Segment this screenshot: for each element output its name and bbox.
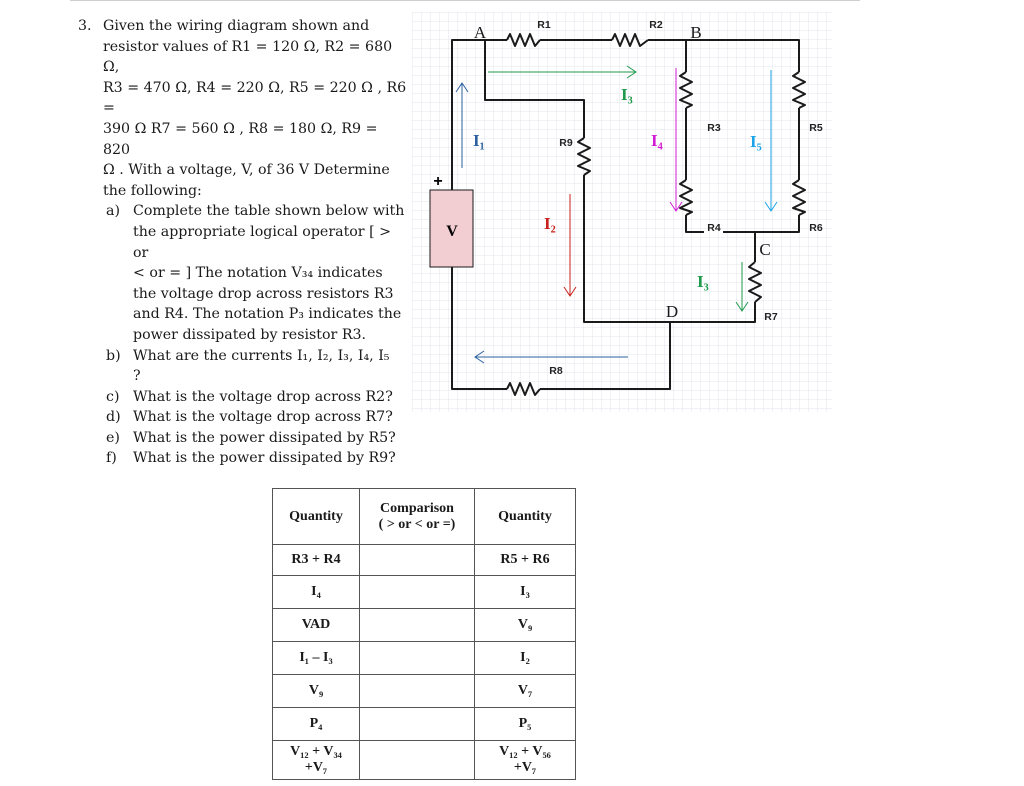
table-row — [273, 642, 576, 675]
problem-statement — [78, 16, 408, 469]
right-quantity: V₉ — [475, 609, 576, 642]
table-row — [273, 609, 576, 642]
part-tag: b) — [106, 347, 121, 364]
comparison-cell[interactable] — [360, 708, 475, 741]
intro-line: 390 Ω R7 = 560 Ω , R8 = 180 Ω, R9 = 820 — [103, 120, 378, 158]
r5-label: R5 — [809, 122, 823, 134]
question-intro — [103, 16, 408, 201]
part-tag: f) — [106, 450, 117, 467]
part-a — [78, 201, 408, 345]
i3-bottom-label: I₃ — [697, 272, 709, 291]
header-comparison — [360, 489, 475, 545]
node-a-label: A — [473, 23, 487, 42]
part-tag: c) — [106, 388, 120, 405]
plus-terminal-label: + — [433, 173, 443, 190]
r7-label: R7 — [764, 311, 778, 323]
intro-line: R3 = 470 Ω, R4 = 220 Ω, R5 = 220 Ω , R6 = — [103, 79, 407, 117]
comparison-cell[interactable] — [360, 545, 475, 576]
part-c — [78, 387, 408, 408]
table-row — [273, 708, 576, 741]
table-row — [273, 545, 576, 576]
part-f — [78, 448, 408, 469]
table-row — [273, 675, 576, 708]
header-comparison-line1: Comparison — [380, 500, 454, 516]
header-quantity-left: Quantity — [273, 489, 360, 545]
r3-label: R3 — [707, 122, 721, 134]
comparison-cell[interactable] — [360, 675, 475, 708]
intro-line: resistor values of R1 = 120 Ω, R2 = 680 Ω, — [103, 38, 393, 76]
left-quantity: R3 + R4 — [273, 545, 360, 576]
comparison-cell[interactable] — [360, 741, 475, 780]
intro-line: Ω . With a voltage, V, of 36 V Determine — [103, 162, 390, 179]
part-line: the appropriate logical operator [ > or — [133, 223, 392, 261]
table-row — [273, 576, 576, 609]
header-quantity-right: Quantity — [475, 489, 576, 545]
comparison-cell[interactable] — [360, 642, 475, 675]
part-line: What is the power dissipated by R9? — [133, 450, 396, 467]
i2-label: I₂ — [544, 214, 556, 233]
part-line: What is the power dissipated by R5? — [133, 429, 396, 446]
i4-label: I₄ — [651, 131, 663, 150]
part-line: What is the voltage drop across R7? — [133, 409, 393, 426]
i3-top-label: I₃ — [621, 85, 633, 104]
part-line: the voltage drop across resistors R3 — [133, 285, 394, 302]
right-quantity — [475, 741, 576, 780]
intro-line: Given the wiring diagram shown and — [103, 18, 370, 34]
left-quantity: P₄ — [273, 708, 360, 741]
right-quantity-line1: V₁₂ + V₅₆ — [499, 744, 551, 759]
part-line: and R4. The notation P₃ indicates the — [133, 306, 402, 323]
node-b-label: B — [690, 23, 702, 42]
header-comparison-line2: ( > or < or =) — [378, 516, 456, 532]
comparison-table — [272, 488, 576, 780]
part-line: What are the currents I₁, I₂, I₃, I₄, I₅ — [133, 347, 390, 364]
i5-label: I₅ — [750, 132, 762, 151]
comparison-cell[interactable] — [360, 576, 475, 609]
right-quantity: I₂ — [475, 642, 576, 675]
page-top-rule — [70, 0, 860, 1]
i1-label: I₁ — [473, 131, 485, 150]
left-quantity: VAD — [273, 609, 360, 642]
part-line: What is the voltage drop across R2? — [133, 388, 393, 405]
part-tag: d) — [106, 409, 121, 426]
node-c-label: C — [759, 240, 771, 259]
circuit-diagram — [410, 8, 834, 414]
right-quantity: I₃ — [475, 576, 576, 609]
part-line: < or = ] The notation V₃₄ indicates — [133, 265, 383, 282]
left-quantity: I₁ – I₃ — [273, 642, 360, 675]
left-quantity: V₉ — [273, 675, 360, 708]
left-quantity-line1: V₁₂ + V₃₄ — [290, 744, 342, 759]
intro-line: the following: — [103, 182, 202, 199]
r8-label: R8 — [549, 365, 563, 377]
r2-label: R2 — [649, 19, 663, 31]
part-line: ? — [133, 368, 141, 385]
r1-label: R1 — [537, 19, 551, 31]
part-line: Complete the table shown below with — [133, 203, 405, 220]
comparison-cell[interactable] — [360, 609, 475, 642]
left-quantity — [273, 741, 360, 780]
part-tag: e) — [106, 429, 120, 446]
right-quantity: V₇ — [475, 675, 576, 708]
question-parts — [78, 201, 408, 469]
table-header-row — [273, 489, 576, 545]
part-b — [78, 346, 408, 387]
part-tag: a) — [106, 203, 120, 220]
part-line: power dissipated by resistor R3. — [133, 326, 367, 343]
part-e — [78, 428, 408, 449]
r4-label: R4 — [707, 222, 721, 234]
right-quantity: P₅ — [475, 708, 576, 741]
voltage-source-label: V — [446, 223, 458, 240]
question-number: 3. — [78, 18, 92, 34]
table-row — [273, 741, 576, 780]
node-d-label: D — [665, 302, 679, 321]
left-quantity: I₄ — [273, 576, 360, 609]
part-d — [78, 407, 408, 428]
right-quantity: R5 + R6 — [475, 545, 576, 576]
r9-label: R9 — [559, 137, 573, 149]
left-quantity-line2: +V₇ — [304, 760, 328, 775]
r6-label: R6 — [809, 222, 823, 234]
right-quantity-line2: +V₇ — [513, 760, 537, 775]
